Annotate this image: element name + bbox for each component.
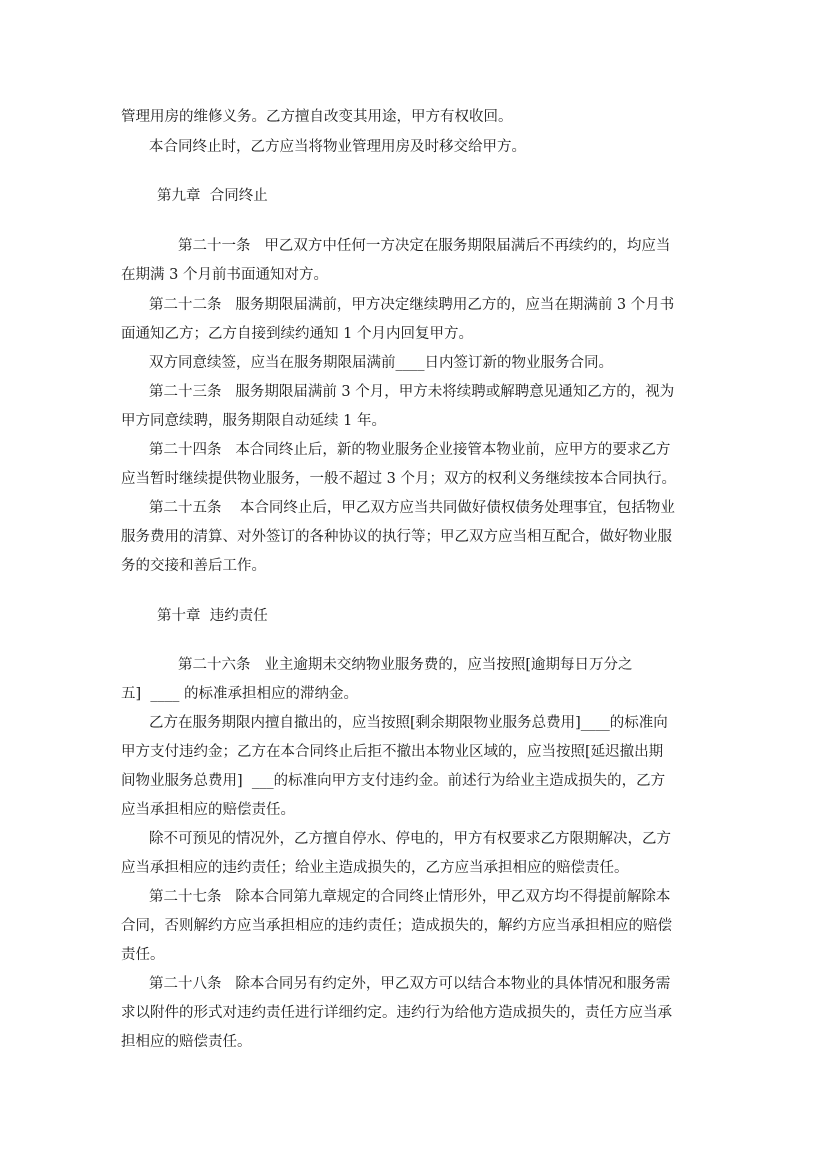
paragraph-line: 求以附件的形式对违约责任进行详细约定。违约行为给他方造成损失的，责任方应当承 — [121, 1005, 672, 1021]
paragraph-line: 担相应的赔偿责任。 — [121, 1034, 252, 1050]
paragraph-line: 五] ____ 的标准承担相应的滞纳金。 — [121, 686, 358, 702]
paragraph-line: 应当承担相应的赔偿责任。 — [121, 802, 295, 818]
paragraph-line: 责任。 — [121, 947, 165, 963]
paragraph-line: 除不可预见的情况外，乙方擅自停水、停电的，甲方有权要求乙方限期解决，乙方 — [149, 831, 671, 847]
paragraph-line: 第二十一条 甲乙双方中任何一方决定在服务期限届满后不再续约的，均应当 — [178, 238, 671, 254]
chapter-heading: 第十章 违约责任 — [157, 608, 268, 624]
paragraph-line: 合同，否则解约方应当承担相应的违约责任；造成损失的，解约方应当承担相应的赔偿 — [121, 918, 672, 934]
paragraph-line: 第二十三条 服务期限届满前 3 个月，甲方未将续聘或解聘意见通知乙方的，视为 — [149, 384, 675, 400]
paragraph-line: 第二十八条 除本合同另有约定外，甲乙双方可以结合本物业的具体情况和服务需 — [149, 976, 671, 992]
paragraph-line: 甲方同意续聘，服务期限自动延续 1 年。 — [121, 413, 386, 429]
chapter-heading: 第九章 合同终止 — [157, 188, 268, 204]
paragraph-line: 第二十七条 除本合同第九章规定的合同终止情形外，甲乙双方均不得提前解除本 — [149, 889, 671, 905]
paragraph-line: 双方同意续签，应当在服务期限届满前____日内签订新的物业服务合同。 — [149, 355, 613, 371]
paragraph-line: 第二十五条 本合同终止后，甲乙双方应当共同做好债权债务处理事宜，包括物业 — [149, 500, 675, 516]
paragraph-line: 乙方在服务期限内擅自撤出的，应当按照[剩余期限物业服务总费用]____的标准向 — [149, 715, 668, 731]
paragraph-line: 第二十二条 服务期限届满前，甲方决定继续聘用乙方的，应当在期满前 3 个月书 — [149, 297, 675, 313]
paragraph-line: 第二十六条 业主逾期未交纳物业服务费的，应当按照[逾期每日万分之 — [178, 657, 633, 673]
paragraph-line: 第二十四条 本合同终止后，新的物业服务企业接管本物业前，应甲方的要求乙方 — [149, 442, 671, 458]
paragraph-line: 间物业服务总费用] ___的标准向甲方支付违约金。前述行为给业主造成损失的，乙方 — [121, 773, 666, 789]
paragraph-line: 服务费用的清算、对外签订的各种协议的执行等；甲乙双方应当相互配合，做好物业服 — [121, 529, 672, 545]
paragraph-line: 面通知乙方；乙方自接到续约通知 1 个月内回复甲方。 — [121, 326, 473, 342]
paragraph-line: 务的交接和善后工作。 — [121, 558, 266, 574]
paragraph-line: 甲方支付违约金；乙方在本合同终止后拒不撤出本物业区域的，应当按照[延迟撤出期 — [121, 744, 664, 760]
paragraph-line: 本合同终止时，乙方应当将物业管理用房及时移交给甲方。 — [149, 139, 526, 155]
paragraph-line: 应当承担相应的违约责任；给业主造成损失的，乙方应当承担相应的赔偿责任。 — [121, 860, 629, 876]
paragraph-line: 在期满 3 个月前书面通知对方。 — [121, 267, 328, 283]
paragraph-line: 管理用房的维修义务。乙方擅自改变其用途，甲方有权收回。 — [121, 109, 513, 125]
paragraph-line: 应当暂时继续提供物业服务，一般不超过 3 个月；双方的权利义务继续按本合同执行。 — [121, 471, 676, 487]
